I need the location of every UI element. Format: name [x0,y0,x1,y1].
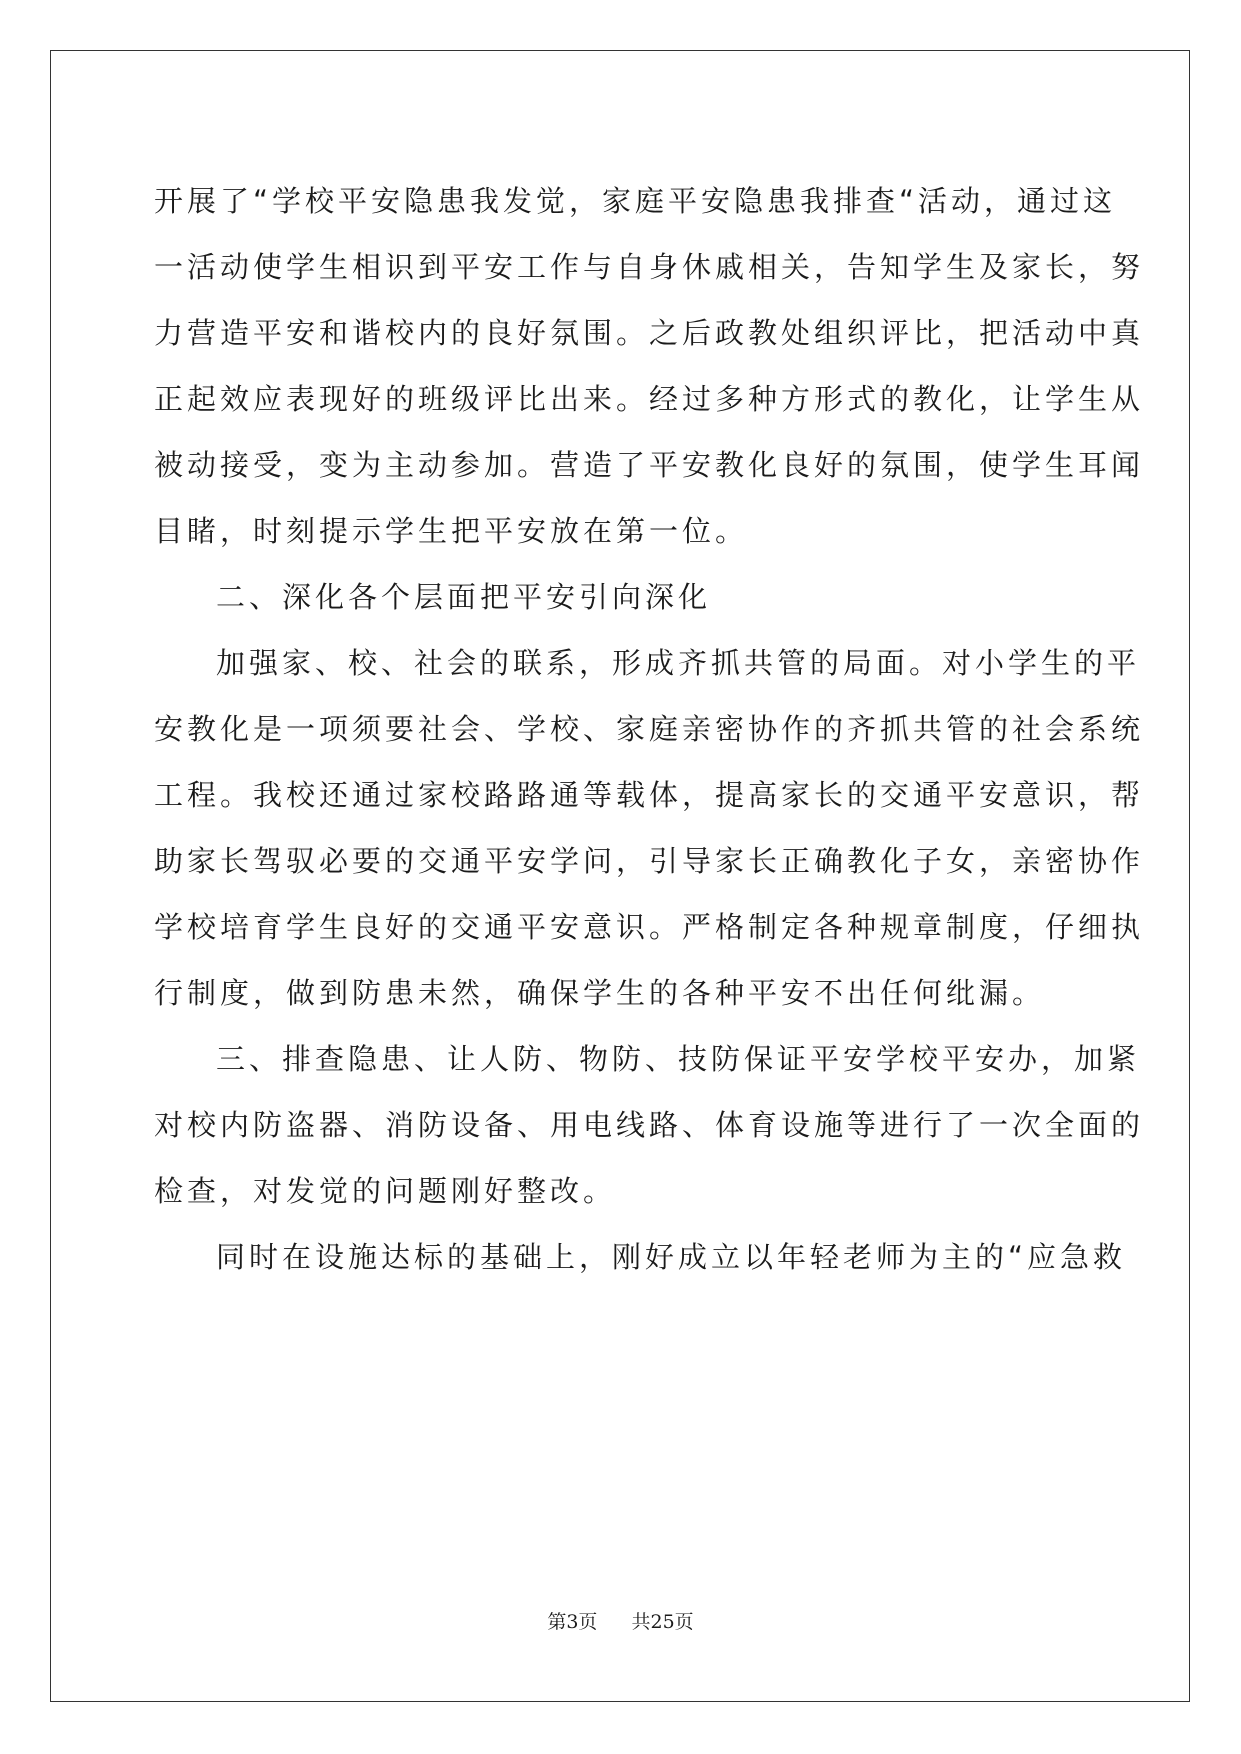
text-line: 助家长驾驭必要的交通平安学问，引导家长正确教化子女，亲密协作 [154,844,1145,878]
section-heading: 三、排查隐患、让人防、物防、技防保证平安学校平安办，加紧 [216,1042,1141,1076]
text-line: 一活动使学生相识到平安工作与自身休戚相关，告知学生及家长，努 [154,250,1145,284]
page-number: 第3页 [547,1611,598,1633]
page-footer [0,1607,1241,1634]
text-line: 安教化是一项须要社会、学校、家庭亲密协作的齐抓共管的社会系统 [154,712,1145,746]
text-line: 工程。我校还通过家校路路通等载体，提高家长的交通平安意识，帮 [154,778,1145,812]
text-line: 目睹，时刻提示学生把平安放在第一位。 [154,514,749,548]
text-line: 力营造平安和谐校内的良好氛围。之后政教处组织评比，把活动中真 [154,316,1145,350]
text-line: 对校内防盗器、消防设备、用电线路、体育设施等进行了一次全面的 [154,1108,1145,1142]
text-line: 学校培育学生良好的交通平安意识。严格制定各种规章制度，仔细执 [154,910,1145,944]
text-line: 行制度，做到防患未然，确保学生的各种平安不出任何纰漏。 [154,976,1046,1010]
text-line: 被动接受，变为主动参加。营造了平安教化良好的氛围，使学生耳闻 [154,448,1145,482]
page-total: 共25页 [631,1611,694,1633]
text-line: 正起效应表现好的班级评比出来。经过多种方形式的教化，让学生从 [154,382,1145,416]
text-line: 检查，对发觉的问题刚好整改。 [154,1174,617,1208]
section-heading: 二、深化各个层面把平安引向深化 [216,580,712,614]
text-line: 加强家、校、社会的联系，形成齐抓共管的局面。对小学生的平 [216,646,1141,680]
document-body [154,168,1145,1290]
text-line: 同时在设施达标的基础上，刚好成立以年轻老师为主的“应急救 [216,1240,1127,1274]
text-line: 开展了“学校平安隐患我发觉，家庭平安隐患我排查“活动，通过这 [154,184,1117,218]
